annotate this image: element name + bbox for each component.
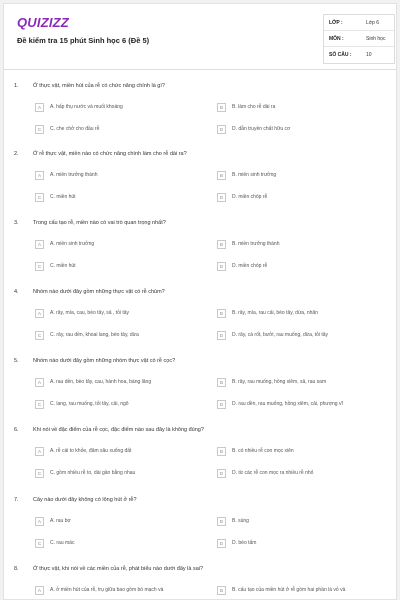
- option-letter-box: D: [217, 262, 226, 271]
- option-text: C. miền hút: [50, 194, 76, 200]
- option-b[interactable]: [217, 586, 385, 600]
- option-letter-box: A: [35, 378, 44, 387]
- option-text: D. rây, cà rốt, bưởi, rau muống, dừa, tỏi tây: [232, 332, 329, 338]
- option-letter-box: A: [35, 103, 44, 112]
- option-text: B. có nhiều rễ con mọc xiên: [232, 448, 294, 454]
- question-number: 3.: [14, 220, 19, 226]
- option-b[interactable]: [217, 103, 385, 117]
- question-text: Khi nói về đặc điểm của rễ cọc, đặc điểm nào sau đây là không đúng?: [33, 427, 204, 433]
- question-number: 2.: [14, 151, 19, 157]
- option-letter-box: B: [217, 378, 226, 387]
- option-letter-box: D: [217, 331, 226, 340]
- option-letter-box: D: [217, 539, 226, 548]
- meta-row-subject: [324, 31, 394, 47]
- meta-value: Lớp 6: [366, 19, 380, 26]
- option-letter-box: C: [35, 193, 44, 202]
- option-a[interactable]: [35, 103, 203, 117]
- option-a[interactable]: [35, 240, 203, 254]
- question-number: 6.: [14, 427, 19, 433]
- option-text: A. miền sinh trưởng: [50, 241, 95, 247]
- option-letter-box: A: [35, 171, 44, 180]
- option-b[interactable]: [217, 378, 385, 392]
- option-letter-box: B: [217, 447, 226, 456]
- option-text: B. rây, rau muống, hồng xiêm, sả, rau sam: [232, 379, 327, 385]
- option-text: A. rây, mía, cau, bèo tây, sả , tỏi tây: [50, 310, 130, 316]
- option-letter-box: C: [35, 539, 44, 548]
- option-text: B. rây, mía, rau cải, bèo tây, dừa, nhãn: [232, 310, 318, 316]
- option-text: C. lang, rau muống, tỏi tây, cải, ngô: [50, 401, 129, 407]
- question-text: Nhóm nào dưới đây gồm những thực vật có rễ chùm?: [33, 289, 165, 295]
- option-text: A. ở miền hút của rễ, trụ giữa bao gồm bó mạch và: [50, 587, 164, 593]
- option-text: D. rau dền, rau muống, hồng xiêm, cải, phượng vĩ: [232, 401, 343, 407]
- option-letter-box: D: [217, 400, 226, 409]
- option-d[interactable]: [217, 193, 385, 207]
- option-letter-box: B: [217, 586, 226, 595]
- question-text: Trong cấu tạo rễ, miền nào có vai trò quan trọng nhất?: [33, 220, 166, 226]
- option-letter-box: C: [35, 400, 44, 409]
- option-b[interactable]: [217, 171, 385, 185]
- worksheet-title: Đề kiểm tra 15 phút Sinh học 6 (Đề 5): [17, 36, 150, 45]
- option-text: A. hấp thụ nước và muối khoáng: [50, 104, 123, 110]
- option-text: D. miền chóp rễ: [232, 194, 268, 200]
- option-text: B. súng: [232, 518, 249, 524]
- option-b[interactable]: [217, 309, 385, 323]
- option-text: B. cấu tạo của miền hút ở rễ gồm hai phần là vỏ và: [232, 587, 346, 593]
- option-a[interactable]: [35, 171, 203, 185]
- option-letter-box: A: [35, 309, 44, 318]
- meta-value: 10: [366, 52, 372, 58]
- option-text: C. miền hút: [50, 263, 76, 269]
- option-a[interactable]: [35, 378, 203, 392]
- option-letter-box: C: [35, 469, 44, 478]
- option-d[interactable]: [217, 400, 385, 414]
- option-text: D. miền chóp rễ: [232, 263, 268, 269]
- option-c[interactable]: [35, 469, 203, 483]
- question-number: 5.: [14, 358, 19, 364]
- meta-row-grade: [324, 15, 394, 31]
- option-d[interactable]: [217, 262, 385, 276]
- question-number: 1.: [14, 83, 19, 89]
- option-c[interactable]: [35, 400, 203, 414]
- question-text: Ở rễ thực vật, miền nào có chức năng chính làm cho rễ dài ra?: [33, 151, 187, 157]
- option-letter-box: B: [217, 103, 226, 112]
- option-c[interactable]: [35, 331, 203, 345]
- option-letter-box: C: [35, 125, 44, 134]
- meta-key: MÔN :: [329, 35, 344, 42]
- option-text: C. che chở cho đầu rễ: [50, 126, 100, 132]
- question-number: 8.: [14, 566, 19, 572]
- option-c[interactable]: [35, 125, 203, 139]
- option-b[interactable]: [217, 240, 385, 254]
- option-b[interactable]: [217, 447, 385, 461]
- meta-row-question-count: [324, 47, 394, 63]
- option-c[interactable]: [35, 262, 203, 276]
- option-d[interactable]: [217, 539, 385, 553]
- option-letter-box: D: [217, 469, 226, 478]
- question-text: Ở thực vật, miền hút của rễ có chức năng chính là gì?: [33, 83, 165, 89]
- option-letter-box: D: [217, 125, 226, 134]
- meta-key: SỐ CÂU :: [329, 52, 352, 58]
- option-text: D. từ các rễ con mọc ra nhiều rễ nhỏ: [232, 470, 314, 476]
- worksheet-meta-box: [323, 14, 395, 64]
- question-text: Ở thực vật, khi nói về các miền của rễ, phát biểu nào dưới đây là sai?: [33, 566, 204, 572]
- worksheet-page: [3, 3, 397, 600]
- option-text: C. rây, rau dền, khoai lang, bèo tây, dừa: [50, 332, 139, 338]
- option-b[interactable]: [217, 517, 385, 531]
- question-number: 4.: [14, 289, 19, 295]
- option-letter-box: A: [35, 517, 44, 526]
- option-letter-box: B: [217, 309, 226, 318]
- option-text: C. rau mác: [50, 540, 75, 546]
- option-letter-box: C: [35, 262, 44, 271]
- option-letter-box: A: [35, 586, 44, 595]
- meta-value: Sinh học: [366, 35, 386, 42]
- quizizz-logo: QUIZIZZ: [17, 15, 69, 30]
- option-text: B. miền sinh trưởng: [232, 172, 277, 178]
- question-number: 7.: [14, 497, 19, 503]
- option-text: C. gồm nhiều rễ to, dài gần bằng nhau: [50, 470, 136, 476]
- option-c[interactable]: [35, 193, 203, 207]
- option-letter-box: A: [35, 447, 44, 456]
- option-text: B. miền trưởng thành: [232, 241, 280, 247]
- question-text: Cây nào dưới đây không có lông hút ở rễ?: [33, 497, 137, 503]
- option-a[interactable]: [35, 447, 203, 461]
- option-a[interactable]: [35, 586, 203, 600]
- option-text: D. dẫn truyền chất hữu cơ: [232, 126, 291, 132]
- option-text: A. miền trưởng thành: [50, 172, 98, 178]
- option-a[interactable]: [35, 517, 203, 531]
- option-a[interactable]: [35, 309, 203, 323]
- meta-key: LỚP :: [329, 19, 343, 26]
- option-letter-box: B: [217, 171, 226, 180]
- option-d[interactable]: [217, 469, 385, 483]
- option-letter-box: C: [35, 331, 44, 340]
- question-text: Nhóm nào dưới đây gồm những nhóm thực vật có rễ cọc?: [33, 358, 176, 364]
- option-letter-box: B: [217, 240, 226, 249]
- header-divider: [4, 69, 397, 70]
- option-text: B. làm cho rễ dài ra: [232, 104, 276, 110]
- option-letter-box: B: [217, 517, 226, 526]
- option-d[interactable]: [217, 125, 385, 139]
- option-text: A. rau bợ: [50, 518, 71, 524]
- option-letter-box: D: [217, 193, 226, 202]
- option-d[interactable]: [217, 331, 385, 345]
- option-text: A. rau dền, bèo tây, cau, hành hoa, bàng lăng: [50, 379, 152, 385]
- option-text: D. bèo tấm: [232, 540, 257, 546]
- option-text: A. rễ cái to khỏe, đâm sâu xuống đất: [50, 448, 132, 454]
- option-c[interactable]: [35, 539, 203, 553]
- option-letter-box: A: [35, 240, 44, 249]
